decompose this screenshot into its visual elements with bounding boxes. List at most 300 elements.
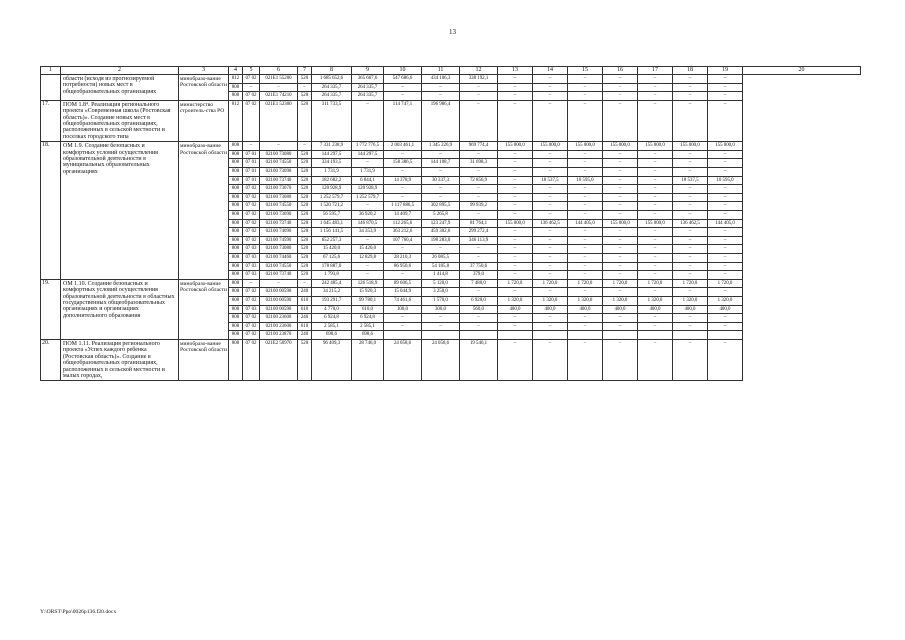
data-cell: 155 000,0	[568, 142, 603, 151]
data-cell: –	[533, 288, 568, 297]
data-cell: –	[603, 228, 638, 237]
data-cell: 114 747,1	[384, 100, 422, 141]
data-cell: 520	[298, 100, 312, 141]
data-cell: –	[568, 92, 603, 101]
data-cell: –	[708, 228, 743, 237]
data-cell: 610	[298, 322, 312, 331]
data-cell: 812	[229, 75, 243, 84]
data-cell: –	[603, 253, 638, 262]
data-cell: 400,0	[638, 305, 673, 314]
data-cell: 02100 73080	[260, 193, 298, 202]
measure-name: области (исходя из прогнозируемой потребности) новых мест в общеобразовательных организациях	[61, 75, 179, 101]
data-cell: –	[638, 228, 673, 237]
header-cell: 15	[568, 67, 603, 75]
data-cell: –	[638, 168, 673, 177]
data-cell: –	[673, 314, 708, 323]
data-cell: 54 185,8	[422, 262, 460, 271]
data-cell: –	[460, 314, 498, 323]
data-cell: 14 409,7	[384, 210, 422, 219]
data-cell: –	[603, 100, 638, 141]
data-cell: –	[568, 150, 603, 159]
data-cell: 14 378,9	[384, 176, 422, 185]
data-cell: –	[498, 271, 533, 280]
header-cell: 12	[460, 67, 498, 75]
data-cell: –	[533, 159, 568, 168]
header-cell: 9	[352, 67, 384, 75]
data-cell: –	[638, 271, 673, 280]
header-cell: 8	[312, 67, 352, 75]
data-cell: –	[568, 185, 603, 194]
data-cell: –	[638, 288, 673, 297]
data-cell: 1 685 652,6	[312, 75, 352, 84]
data-cell: –	[384, 245, 422, 254]
data-cell: –	[498, 322, 533, 331]
data-cell: –	[498, 176, 533, 185]
data-cell: –	[673, 193, 708, 202]
data-cell: –	[673, 168, 708, 177]
data-cell: 520	[298, 253, 312, 262]
data-cell: –	[603, 185, 638, 194]
data-cell: 144 297,5	[352, 150, 384, 159]
data-cell: 808	[229, 279, 243, 288]
data-cell: 02100 23870	[260, 331, 298, 340]
data-cell: 610	[298, 305, 312, 314]
data-cell: 520	[298, 202, 312, 211]
data-cell: 1 793,8	[312, 271, 352, 280]
data-cell: –	[533, 202, 568, 211]
data-cell: 520	[298, 228, 312, 237]
data-cell: –	[422, 150, 460, 159]
data-cell: 1 731,9	[312, 168, 352, 177]
data-cell: 1 720,0	[533, 279, 568, 288]
data-cell: 07 03	[243, 253, 260, 262]
data-cell: –	[460, 100, 498, 141]
data-cell: –	[384, 150, 422, 159]
data-cell: –	[603, 262, 638, 271]
header-cell: 17	[638, 67, 673, 75]
header-cell: 11	[422, 67, 460, 75]
data-cell: 155 000,0	[638, 142, 673, 151]
data-cell: 07 03	[243, 262, 260, 271]
data-cell: 808	[229, 159, 243, 168]
data-cell: –	[352, 262, 384, 271]
data-cell: –	[422, 314, 460, 323]
data-cell: 28 746,0	[352, 339, 384, 380]
data-cell: –	[638, 75, 673, 84]
data-cell: 02100 00590	[260, 296, 298, 305]
data-cell: –	[533, 322, 568, 331]
data-cell: –	[603, 271, 638, 280]
data-cell: 07 02	[243, 75, 260, 84]
data-cell: –	[460, 322, 498, 331]
data-cell: –	[460, 92, 498, 101]
data-cell: –	[384, 193, 422, 202]
data-cell: 02100 74550	[260, 262, 298, 271]
data-cell: 520	[298, 150, 312, 159]
data-cell: –	[603, 288, 638, 297]
data-cell: 56 595,7	[312, 210, 352, 219]
data-cell: 264 335,7	[352, 83, 384, 92]
data-cell: –	[638, 92, 673, 101]
data-cell: –	[243, 142, 260, 151]
data-cell: 400,0	[673, 305, 708, 314]
data-cell: 100,0	[384, 305, 422, 314]
data-cell: –	[708, 168, 743, 177]
data-cell: 1 731,9	[352, 168, 384, 177]
data-cell: –	[568, 271, 603, 280]
data-cell: 7 331 238,9	[312, 142, 352, 151]
data-cell: –	[460, 150, 498, 159]
data-cell: 15 920,3	[352, 288, 384, 297]
data-cell: 07 02	[243, 92, 260, 101]
data-cell: 1 345 226,9	[422, 142, 460, 151]
data-cell: –	[422, 83, 460, 92]
data-cell: 07 01	[243, 176, 260, 185]
data-cell: –	[603, 322, 638, 331]
data-cell: 400,0	[498, 305, 533, 314]
data-cell: 808	[229, 236, 243, 245]
data-cell: 812	[229, 100, 243, 141]
data-cell: 07 01	[243, 159, 260, 168]
data-cell: 198 283,0	[422, 236, 460, 245]
data-cell: 99 939,2	[460, 202, 498, 211]
data-cell: 1 320,0	[673, 296, 708, 305]
header-cell: 7	[298, 67, 312, 75]
measure-name: ОМ 1.10. Создание безопасных и комфортных условий осуществления образовательной деятельности в областных государственных общеобразовательных организациях и организациях дополнительного образования	[61, 279, 179, 339]
data-cell: 338 192,1	[460, 75, 498, 84]
data-cell: 242 485,4	[312, 279, 352, 288]
data-cell: 158 386,5	[384, 159, 422, 168]
header-row	[41, 67, 861, 75]
data-cell: –	[422, 193, 460, 202]
data-cell: 07 02	[243, 210, 260, 219]
data-cell: –	[568, 193, 603, 202]
data-cell	[568, 331, 603, 340]
data-cell: 02100 74550	[260, 159, 298, 168]
data-cell: 808	[229, 339, 243, 380]
data-cell: 07 02	[243, 100, 260, 141]
data-cell: –	[673, 202, 708, 211]
data-cell: 10 595,0	[568, 176, 603, 185]
data-cell: –	[533, 314, 568, 323]
data-cell	[422, 331, 460, 340]
data-cell: –	[533, 245, 568, 254]
data-cell: –	[498, 168, 533, 177]
data-cell: 81 764,1	[460, 219, 498, 228]
data-cell: 808	[229, 92, 243, 101]
data-cell: 1 520 721,2	[312, 202, 352, 211]
header-cell: 5	[243, 67, 260, 75]
data-cell: 698,6	[352, 331, 384, 340]
data-cell: 1 320,0	[568, 296, 603, 305]
data-cell: –	[533, 339, 568, 380]
data-cell: 155 000,0	[533, 142, 568, 151]
data-cell	[498, 331, 533, 340]
data-cell	[533, 331, 568, 340]
data-cell: –	[603, 83, 638, 92]
data-cell: –	[603, 176, 638, 185]
data-cell: –	[384, 271, 422, 280]
table-row	[41, 75, 861, 84]
data-cell: 299 272,4	[460, 228, 498, 237]
data-cell: 136 462,5	[673, 219, 708, 228]
data-cell: 19 546,1	[460, 339, 498, 380]
data-cell: 07 02	[243, 296, 260, 305]
data-cell: 434 106,3	[422, 75, 460, 84]
data-cell: 02100 74590	[260, 236, 298, 245]
data-cell: –	[638, 236, 673, 245]
data-cell: 24 058,6	[384, 339, 422, 380]
data-cell: 07 02	[243, 236, 260, 245]
row-number: 20.	[41, 339, 61, 380]
header-cell: 1	[41, 67, 61, 75]
data-cell: 112 265,6	[384, 219, 422, 228]
data-cell: 520	[298, 159, 312, 168]
file-path-footer: Y:\ORST\Ppo\0026p136.f20.docx	[40, 609, 117, 615]
data-cell: –	[498, 314, 533, 323]
data-cell: –	[460, 168, 498, 177]
data-cell: 379,0	[460, 271, 498, 280]
data-cell	[673, 331, 708, 340]
data-cell: 07 02	[243, 288, 260, 297]
data-cell: –	[673, 271, 708, 280]
data-cell: 808	[229, 176, 243, 185]
data-cell: 520	[298, 245, 312, 254]
data-cell: 120 928,9	[312, 185, 352, 194]
data-cell: –	[708, 236, 743, 245]
data-cell: 808	[229, 331, 243, 340]
data-cell: –	[603, 150, 638, 159]
data-cell: –	[708, 75, 743, 84]
data-cell: –	[422, 245, 460, 254]
data-cell: 07 02	[243, 228, 260, 237]
data-cell: 5 120,0	[422, 279, 460, 288]
data-cell: 346 113,9	[460, 236, 498, 245]
data-cell: 144 297,5	[312, 150, 352, 159]
data-cell: –	[673, 236, 708, 245]
data-cell: –	[638, 193, 673, 202]
data-cell: –	[708, 262, 743, 271]
data-cell: –	[673, 253, 708, 262]
header-cell: 14	[533, 67, 568, 75]
data-cell: –	[708, 202, 743, 211]
data-cell: –	[533, 236, 568, 245]
data-cell: –	[568, 262, 603, 271]
budget-table	[40, 66, 861, 381]
data-cell: –	[384, 168, 422, 177]
data-cell: –	[260, 83, 298, 92]
data-cell: –	[708, 185, 743, 194]
data-cell: –	[673, 262, 708, 271]
data-cell: –	[568, 228, 603, 237]
data-cell: –	[568, 253, 603, 262]
data-cell: 144 405,0	[708, 219, 743, 228]
data-cell: 6 924,8	[312, 314, 352, 323]
data-cell: –	[498, 150, 533, 159]
data-cell: 07 03	[243, 305, 260, 314]
data-cell: –	[260, 279, 298, 288]
data-cell: 808	[229, 150, 243, 159]
data-cell: –	[384, 322, 422, 331]
data-cell: 155 000,0	[638, 219, 673, 228]
data-cell	[603, 331, 638, 340]
data-cell: –	[422, 92, 460, 101]
data-cell: –	[533, 100, 568, 141]
data-cell: 808	[229, 262, 243, 271]
data-cell: –	[533, 185, 568, 194]
data-cell: 07 01	[243, 168, 260, 177]
data-cell: –	[533, 271, 568, 280]
data-cell: –	[352, 202, 384, 211]
data-cell: –	[422, 322, 460, 331]
data-cell: 300,0	[422, 305, 460, 314]
data-cell: –	[673, 228, 708, 237]
data-cell: 363 212,6	[384, 228, 422, 237]
data-cell: 459 302,6	[422, 228, 460, 237]
data-cell: –	[673, 185, 708, 194]
data-cell: –	[603, 245, 638, 254]
data-cell: 240	[298, 331, 312, 340]
data-cell: 34 215,2	[312, 288, 352, 297]
data-cell: 67 125,6	[312, 253, 352, 262]
data-cell: 02100 74460	[260, 253, 298, 262]
data-cell: 808	[229, 253, 243, 262]
data-cell: –	[460, 185, 498, 194]
data-cell: 02100 73740	[260, 176, 298, 185]
data-cell: –	[638, 262, 673, 271]
data-cell: 26 085,5	[422, 253, 460, 262]
data-cell: 07 02	[243, 322, 260, 331]
data-cell: 808	[229, 322, 243, 331]
header-cell: 3	[179, 67, 229, 75]
data-cell: –	[384, 314, 422, 323]
data-cell: 240	[298, 314, 312, 323]
data-cell: 1 252 579,7	[312, 193, 352, 202]
data-cell: 07 03	[243, 245, 260, 254]
data-cell: –	[533, 193, 568, 202]
data-cell: 1 720,0	[638, 279, 673, 288]
data-cell: 610	[298, 296, 312, 305]
data-cell: –	[673, 100, 708, 141]
responsible-org: минобразо-вание Ростовской области	[179, 339, 229, 380]
table-row	[41, 279, 861, 288]
data-cell: –	[498, 92, 533, 101]
data-cell: –	[352, 271, 384, 280]
data-cell: 07 01	[243, 150, 260, 159]
data-cell: 02100 73090	[260, 210, 298, 219]
data-cell: 1 645 483,1	[312, 219, 352, 228]
data-cell: –	[638, 253, 673, 262]
data-cell: 264 335,7	[312, 92, 352, 101]
data-cell: –	[422, 185, 460, 194]
data-cell: 808	[229, 288, 243, 297]
data-cell: –	[708, 288, 743, 297]
data-cell: –	[498, 245, 533, 254]
data-cell: –	[638, 245, 673, 254]
data-cell: –	[260, 142, 298, 151]
data-cell: 610,0	[352, 305, 384, 314]
data-cell: –	[603, 314, 638, 323]
responsible-org: минобразо-вание Ростовской области	[179, 279, 229, 339]
data-cell: 520	[298, 168, 312, 177]
data-cell: 193 291,7	[312, 296, 352, 305]
data-cell: 99 780,1	[352, 296, 384, 305]
data-cell: –	[568, 168, 603, 177]
data-cell: 969 774,4	[460, 142, 498, 151]
data-cell: –	[352, 100, 384, 141]
data-cell: –	[498, 202, 533, 211]
data-cell: 520	[298, 219, 312, 228]
data-cell: 520	[298, 236, 312, 245]
data-cell: 144 405,0	[568, 219, 603, 228]
data-cell: 2 585,1	[352, 322, 384, 331]
data-cell: 36 920,2	[352, 210, 384, 219]
data-cell: –	[673, 159, 708, 168]
data-cell: 07 02	[243, 202, 260, 211]
data-cell: –	[638, 185, 673, 194]
data-cell: 808	[229, 202, 243, 211]
data-cell: 1 772 776,5	[352, 142, 384, 151]
data-cell: 1 156 141,5	[312, 228, 352, 237]
data-cell: 400,0	[568, 305, 603, 314]
data-cell: 6 920,0	[460, 296, 498, 305]
data-cell: 02100 73740	[260, 219, 298, 228]
data-cell: 12 829,8	[352, 253, 384, 262]
data-cell: 808	[229, 219, 243, 228]
data-cell: –	[460, 245, 498, 254]
data-cell: –	[603, 92, 638, 101]
data-cell: 18 537,5	[533, 176, 568, 185]
data-cell: –	[708, 339, 743, 380]
data-cell: –	[422, 168, 460, 177]
data-cell: 808	[229, 314, 243, 323]
data-cell: –	[708, 159, 743, 168]
data-cell: 808	[229, 142, 243, 151]
data-cell: –	[533, 253, 568, 262]
data-cell: 400,0	[603, 305, 638, 314]
data-cell: –	[533, 92, 568, 101]
data-cell: –	[673, 245, 708, 254]
data-cell: 86 950,6	[384, 262, 422, 271]
data-cell: 652 257,3	[312, 236, 352, 245]
data-cell: –	[708, 314, 743, 323]
data-cell: –	[568, 100, 603, 141]
data-cell: 02100 73070	[260, 185, 298, 194]
data-cell: –	[533, 83, 568, 92]
data-cell: –	[498, 193, 533, 202]
header-cell: 6	[260, 67, 298, 75]
data-cell: –	[568, 159, 603, 168]
data-cell: –	[638, 202, 673, 211]
data-cell: –	[708, 150, 743, 159]
data-cell: 1 720,0	[568, 279, 603, 288]
data-cell: 02100 73080	[260, 150, 298, 159]
data-cell: 07 02	[243, 331, 260, 340]
data-cell: 1 720,0	[673, 279, 708, 288]
data-cell: 30 337,3	[422, 176, 460, 185]
data-cell: 34 353,9	[352, 228, 384, 237]
data-cell: 560,0	[460, 305, 498, 314]
data-cell: 808	[229, 210, 243, 219]
data-cell: –	[673, 288, 708, 297]
data-cell: –	[498, 228, 533, 237]
data-cell: 136 462,5	[533, 219, 568, 228]
data-cell: –	[498, 159, 533, 168]
data-cell: –	[673, 75, 708, 84]
data-cell: 311 733,5	[312, 100, 352, 141]
data-cell: 02100 74090	[260, 228, 298, 237]
data-cell: 123 247,9	[422, 219, 460, 228]
